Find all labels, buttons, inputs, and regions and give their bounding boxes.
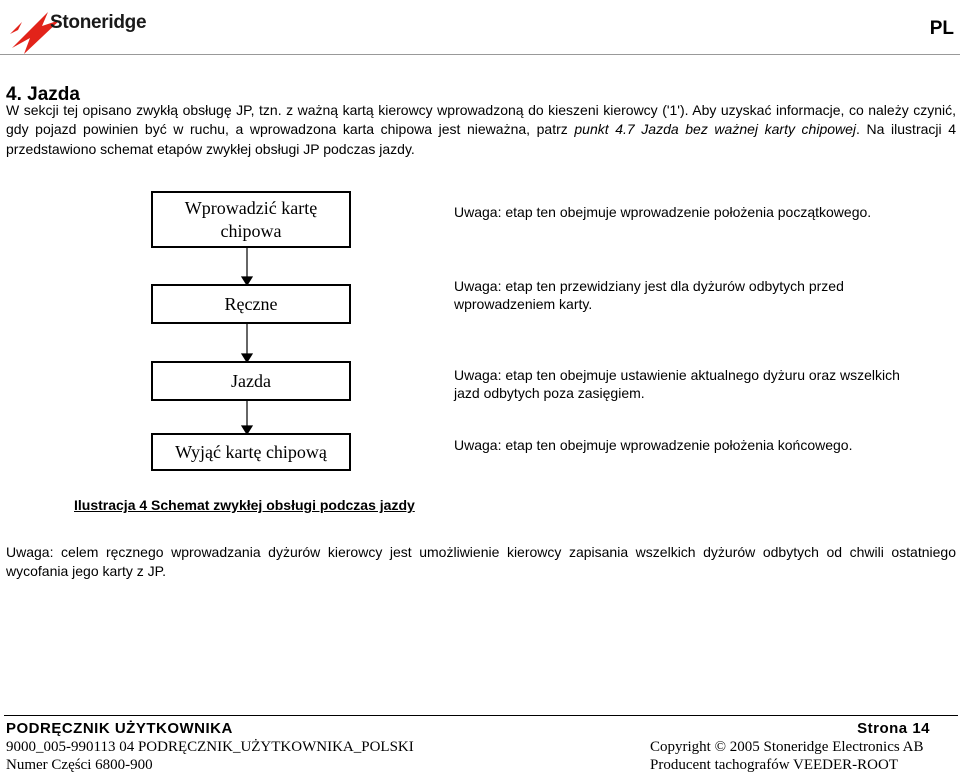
footer-part-number: Numer Części 6800-900 (6, 757, 153, 773)
footer-producer: Producent tachografów VEEDER-ROOT (650, 757, 898, 773)
step-insert-card-box (151, 191, 351, 248)
note-step2: Uwaga: etap ten przewidziany jest dla dyżurów odbytych przed wprowadzeniem karty. (454, 278, 844, 312)
step-insert-card-line2: chipowa (220, 220, 282, 241)
note-step4: Uwaga: etap ten obejmuje wprowadzenie położenia końcowego. (454, 437, 853, 453)
language-code: PL (929, 18, 954, 39)
footnote-paragraph: Uwaga: celem ręcznego wprowadzania dyżurów kierowcy jest umożliwienie kierowcy zapisania wszelkich dyżurów odbytych od chwili ostatniego wycofania jego karty z JP. (6, 544, 956, 579)
section-title: 4. Jazda (6, 84, 80, 105)
intro-reference-link: punkt 4.7 Jazda bez ważnej karty chipowej (574, 121, 857, 138)
footer-rule (4, 715, 958, 716)
step-manual-label: Ręczne (224, 293, 278, 314)
step-driving-box (151, 361, 351, 401)
footer-copyright: Copyright © 2005 Stoneridge Electronics AB (650, 739, 924, 755)
step-insert-card-line1: Wprowadzić kartę (184, 197, 318, 218)
intro-text-2: . Na ilustracji 4 przedstawiono schemat etapów zwykłej obsługi JP podczas jazdy. (6, 121, 956, 157)
footer-manual-title: PODRĘCZNIK UŻYTKOWNIKA (6, 720, 233, 737)
step-remove-card-box (151, 433, 351, 471)
footer-page-number: Strona 14 (857, 720, 930, 737)
step-manual-box (151, 284, 351, 324)
figure-caption: Ilustracja 4 Schemat zwykłej obsługi podczas jazdy (74, 497, 415, 513)
step-driving-label: Jazda (231, 370, 271, 391)
note-step1: Uwaga: etap ten obejmuje wprowadzenie położenia początkowego. (454, 204, 872, 220)
brand-name: Stoneridge (50, 12, 147, 33)
note-step3: Uwaga: etap ten obejmuje ustawienie aktualnego dyżuru oraz wszelkich jazd odbytych poza zasięgiem. (454, 367, 900, 401)
intro-text-1: W sekcji tej opisano zwykłą obsługę JP, tzn. z ważną kartą kierowcy wprowadzoną do kieszeni kierowcy ('1'). Aby uzyskać informacje, co należy czynić, gdy pojazd powinien być w ruchu, a wprowadzona karta chipowa jest nieważna, patrz (6, 102, 956, 138)
footer-doc-id: 9000_005-990113 04 PODRĘCZNIK_UŻYTKOWNIKA_POLSKI (6, 739, 414, 755)
step-remove-card-label: Wyjąć kartę chipową (175, 441, 327, 462)
